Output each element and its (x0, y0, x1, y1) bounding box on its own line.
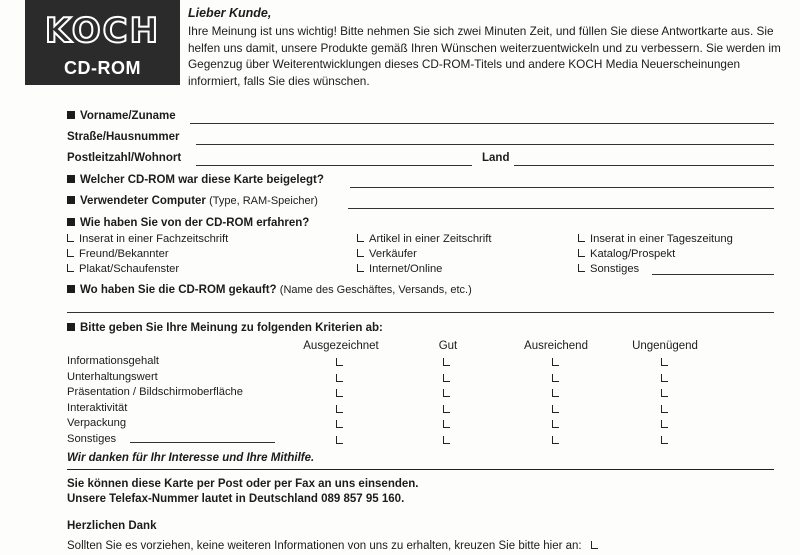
col-ausreichend: Ausreichend (524, 340, 588, 352)
rating-checkbox-ausreichend[interactable] (552, 405, 559, 413)
rating-row-label: Informationsgehalt (67, 355, 160, 367)
country-field[interactable] (514, 165, 774, 166)
checkbox-icon[interactable] (357, 264, 364, 272)
optout-checkbox[interactable] (591, 541, 598, 549)
option-katalog[interactable]: Katalog/Prospekt (578, 248, 675, 260)
sonstiges-field[interactable] (652, 274, 774, 275)
rating-checkbox-ausreichend[interactable] (552, 436, 559, 444)
bullet-square-icon (67, 175, 75, 183)
intro-text: Ihre Meinung ist uns wichtig! Bitte nehmen Sie sich zwei Minuten Zeit, und füllen Sie diese Antwortkarte aus. Sie helfen uns damit, unsere Produkte gemäß Ihren Wünschen weiterzuentwickeln und zu verbessern. Sie werden im Gegenzug über Weiterentwicklungen dieses CD-ROM-Titels und andere KOCH Media Neuerscheinungen informiert, falls Sie dies wünschen. (188, 24, 781, 88)
purchase-question: Wo haben Sie die CD-ROM gekauft? (Name des Geschäftes, Versands, etc.) (67, 284, 472, 296)
checkbox-icon[interactable] (578, 234, 585, 242)
col-ungenuegend: Ungenügend (632, 340, 698, 352)
purchase-field[interactable] (67, 312, 774, 313)
checkbox-icon[interactable] (357, 249, 364, 257)
name-field[interactable] (190, 123, 774, 124)
checkbox-icon[interactable] (67, 234, 74, 242)
rating-checkbox-ausgezeichnet[interactable] (336, 358, 343, 366)
street-field[interactable] (196, 144, 774, 145)
checkbox-icon[interactable] (67, 264, 74, 272)
fax-info: Unsere Telefax-Nummer lautet in Deutschland 089 857 95 160. (67, 493, 405, 505)
name-label: Vorname/Zuname (67, 110, 176, 122)
rating-checkbox-ausreichend[interactable] (552, 420, 559, 428)
regards: Herzlichen Dank (67, 520, 157, 532)
cdrom-field[interactable] (350, 187, 774, 188)
thanks-text: Wir danken für Ihr Interesse und Ihre Mithilfe. (67, 452, 315, 464)
rating-checkbox-ausgezeichnet[interactable] (336, 420, 343, 428)
divider (67, 469, 774, 470)
bullet-square-icon (67, 196, 75, 204)
computer-label: Verwendeter Computer (Type, RAM-Speicher) (67, 195, 318, 207)
bullet-square-icon (67, 111, 75, 119)
rating-checkbox-gut[interactable] (443, 374, 450, 382)
rating-checkbox-ausreichend[interactable] (552, 374, 559, 382)
option-zeitschrift[interactable]: Artikel in einer Zeitschrift (357, 233, 491, 245)
rating-row-label: Sonstiges (67, 432, 117, 445)
purchase-hint: (Name des Geschäftes, Versands, etc.) (279, 284, 472, 296)
rating-checkbox-gut[interactable] (443, 389, 450, 397)
cdrom-question-label: Welcher CD-ROM war diese Karte beigelegt? (67, 174, 324, 186)
option-tageszeitung[interactable]: Inserat in einer Tageszeitung (578, 233, 733, 245)
bullet-square-icon (67, 285, 75, 293)
rating-checkbox-ausgezeichnet[interactable] (336, 436, 343, 444)
rating-checkbox-ungenuegend[interactable] (661, 389, 668, 397)
bullet-square-icon (67, 323, 75, 331)
logo-subtitle: CD-ROM (64, 58, 141, 78)
zip-city-field[interactable] (196, 165, 472, 166)
option-verkaeufer[interactable]: Verkäufer (357, 248, 417, 260)
rating-checkbox-ungenuegend[interactable] (661, 374, 668, 382)
zip-city-label: Postleitzahl/Wohnort (67, 152, 182, 164)
option-freund[interactable]: Freund/Bekannter (67, 248, 169, 260)
rating-checkbox-ausreichend[interactable] (552, 358, 559, 366)
rating-row-label: Präsentation / Bildschirmoberfläche (67, 386, 243, 398)
rating-checkbox-gut[interactable] (443, 358, 450, 366)
greeting: Lieber Kunde, (188, 6, 272, 20)
checkbox-icon[interactable] (67, 249, 74, 257)
send-info: Sie können diese Karte per Post oder per Fax an uns einsenden. (67, 478, 419, 490)
computer-hint: (Type, RAM-Speicher) (209, 195, 318, 207)
rating-checkbox-gut[interactable] (443, 436, 450, 444)
rating-checkbox-ausreichend[interactable] (552, 389, 559, 397)
rating-row-label: Interaktivität (67, 401, 128, 414)
rating-row-label: Verpackung (67, 417, 127, 429)
checkbox-icon[interactable] (357, 234, 364, 242)
rating-question: Bitte geben Sie Ihre Meinung zu folgenden Kriterien ab: (67, 322, 383, 334)
country-label: Land (482, 152, 510, 164)
koch-logo (25, 0, 180, 85)
street-label: Straße/Hausnummer (67, 131, 180, 143)
checkbox-icon[interactable] (578, 264, 585, 272)
option-plakat[interactable]: Plakat/Schaufenster (67, 263, 179, 275)
computer-field[interactable] (348, 208, 774, 209)
rating-checkbox-ungenuegend[interactable] (661, 405, 668, 413)
rating-row-label: Unterhaltungswert (67, 370, 158, 383)
rating-checkbox-ungenuegend[interactable] (661, 358, 668, 366)
rating-checkbox-ungenuegend[interactable] (661, 436, 668, 444)
rating-sonstiges-field[interactable] (130, 442, 275, 443)
option-sonstiges[interactable]: Sonstiges (578, 263, 639, 275)
option-fachzeitschrift[interactable]: Inserat in einer Fachzeitschrift (67, 233, 228, 245)
col-gut: Gut (438, 340, 458, 352)
checkbox-icon[interactable] (578, 249, 585, 257)
rating-checkbox-gut[interactable] (443, 405, 450, 413)
optout-line: Sollten Sie es vorziehen, keine weiteren Informationen von uns zu erhalten, kreuzen Sie bitte hier an: (67, 540, 603, 552)
option-internet[interactable]: Internet/Online (357, 263, 442, 275)
bullet-square-icon (67, 218, 75, 226)
rating-checkbox-gut[interactable] (443, 420, 450, 428)
logo-brand: KOCH (44, 11, 161, 51)
rating-checkbox-ausgezeichnet[interactable] (336, 374, 343, 382)
rating-checkbox-ausgezeichnet[interactable] (336, 389, 343, 397)
col-ausgezeichnet: Ausgezeichnet (303, 340, 379, 352)
rating-checkbox-ausgezeichnet[interactable] (336, 405, 343, 413)
source-question: Wie haben Sie von der CD-ROM erfahren? (67, 217, 309, 229)
rating-checkbox-ungenuegend[interactable] (661, 420, 668, 428)
